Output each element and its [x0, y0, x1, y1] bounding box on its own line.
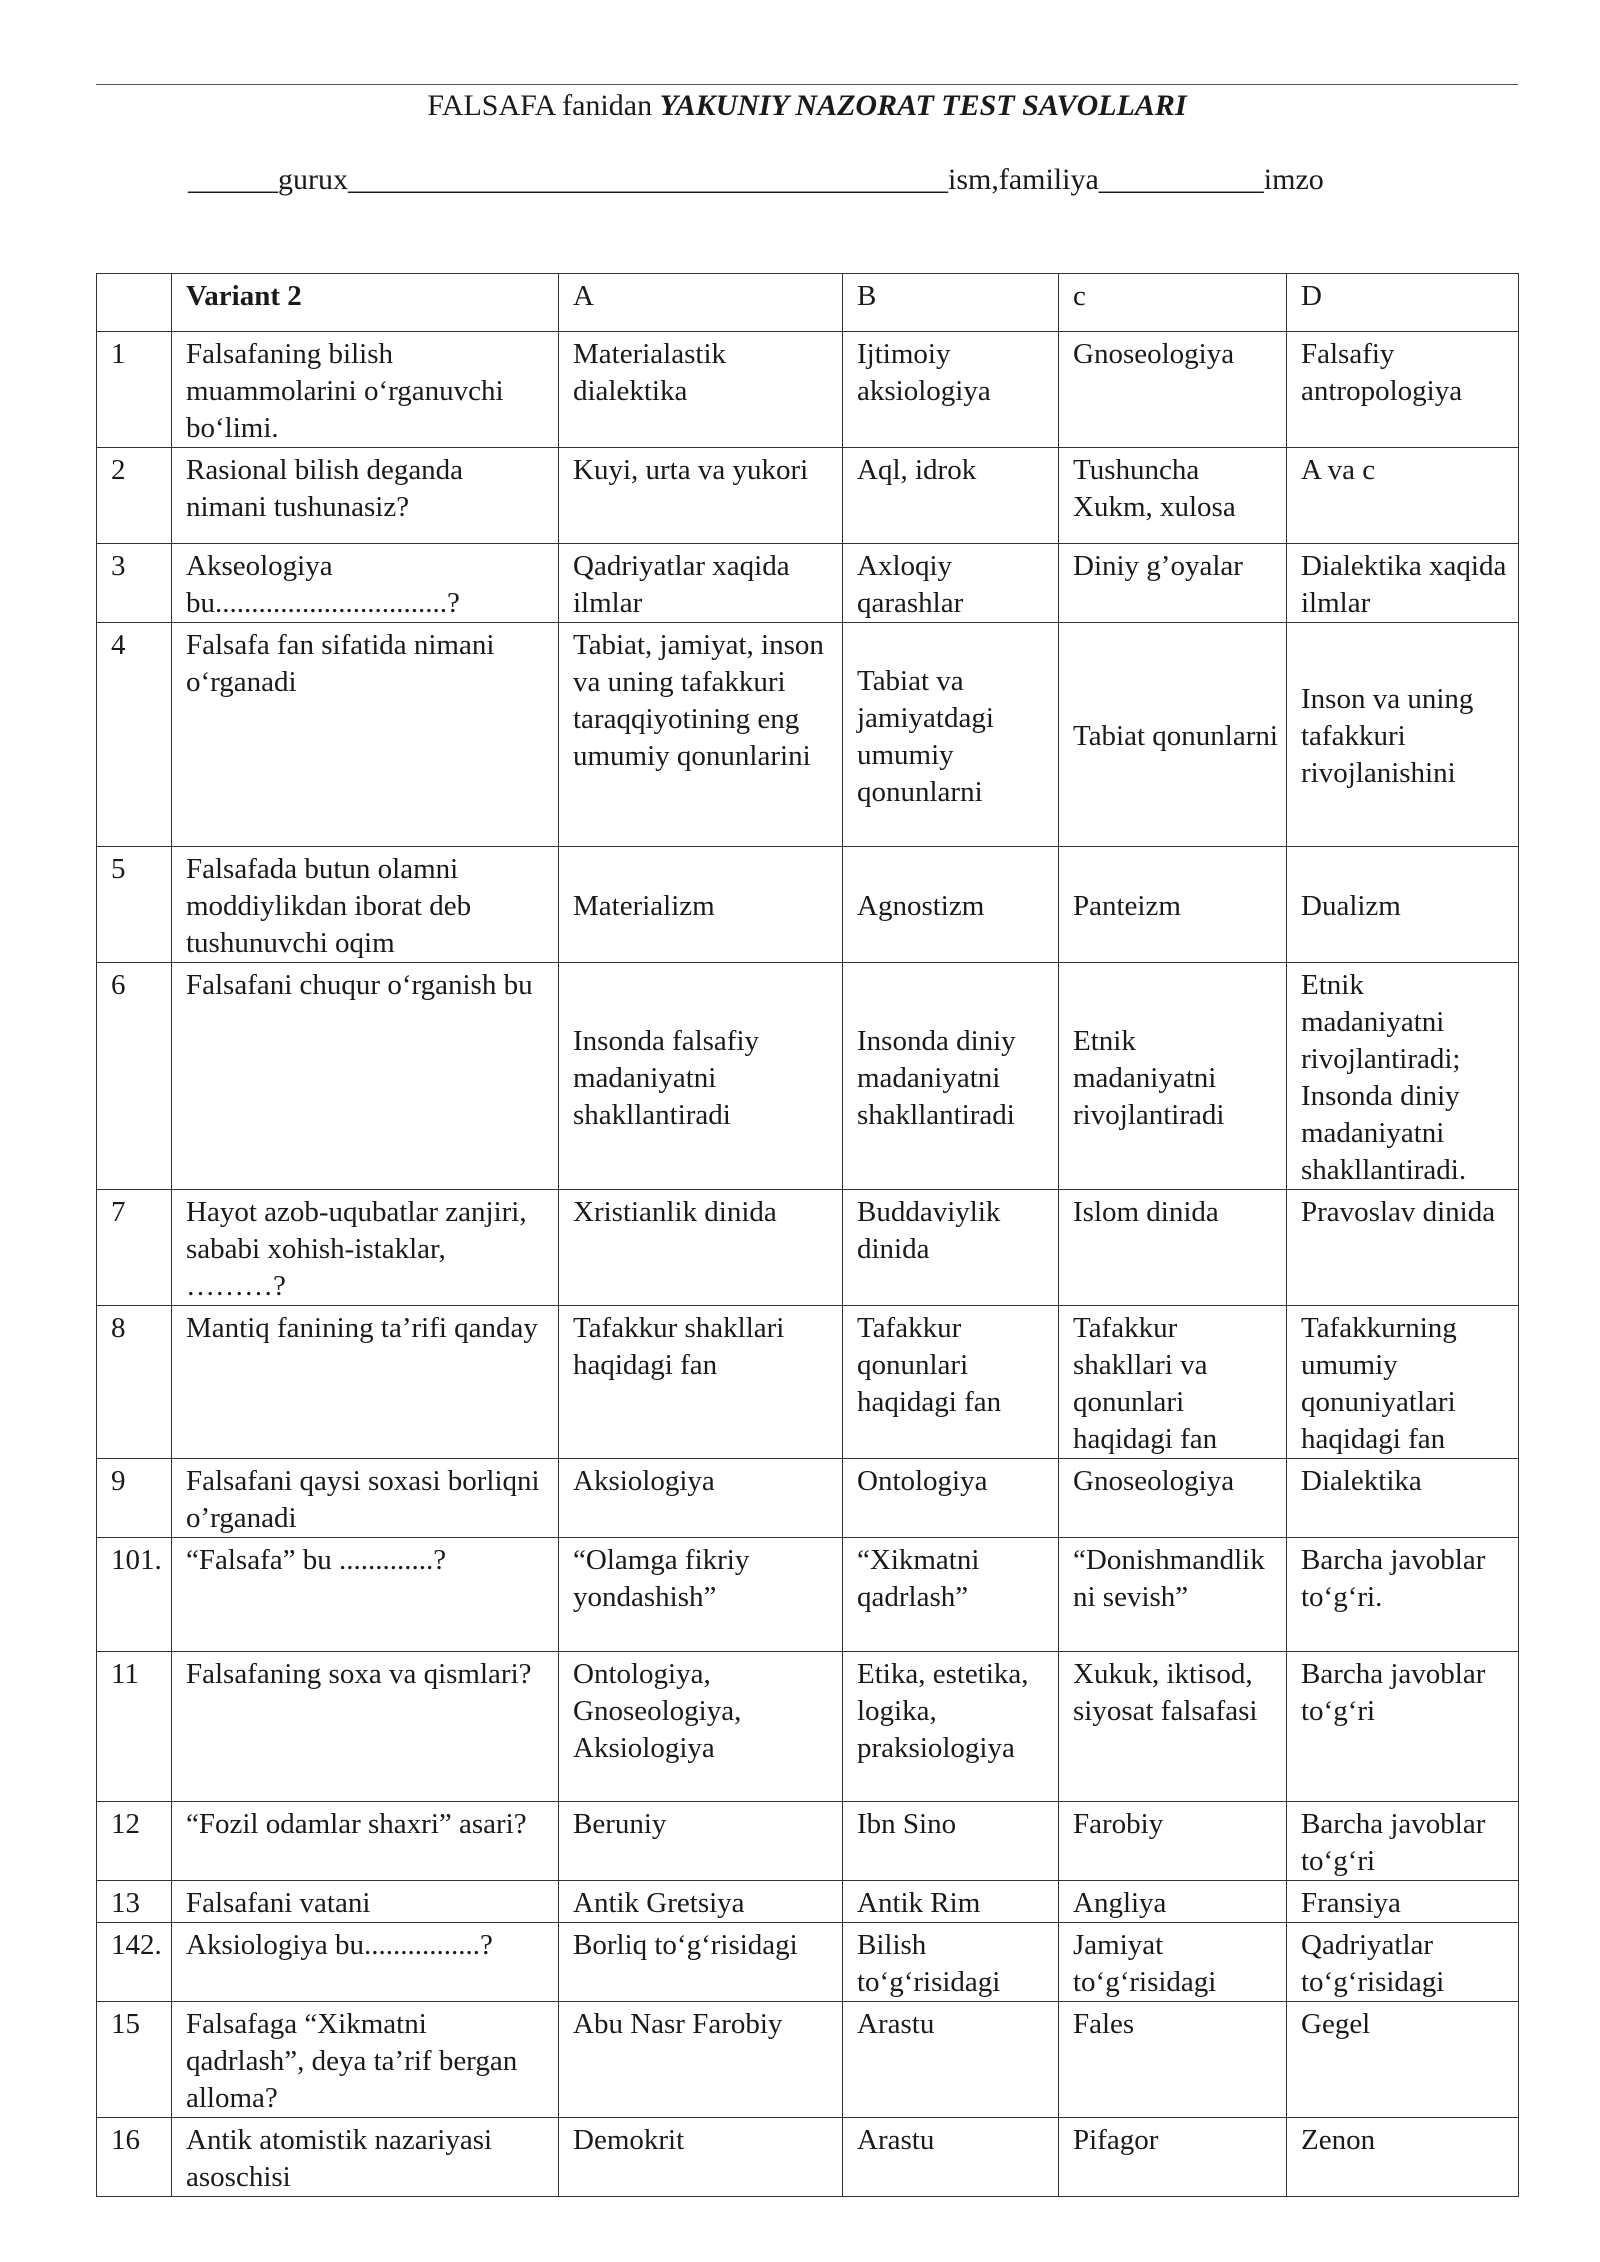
answer-b: Aql, idrok [843, 448, 1059, 544]
title-emphasis: YAKUNIY NAZORAT TEST SAVOLLARI [659, 89, 1187, 122]
answer-c: Fales [1059, 2002, 1287, 2118]
answer-c: Etnik madaniyatni rivojlantiradi [1059, 963, 1287, 1190]
answer-a: Xristianlik dinida [559, 1190, 843, 1306]
answer-d: Dualizm [1287, 847, 1519, 963]
answer-d: Dialektika xaqida ilmlar [1287, 544, 1519, 623]
question-text: Aksiologiya bu................? [172, 1923, 559, 2002]
answer-a: Demokrit [559, 2118, 843, 2197]
question-number: 16 [97, 2118, 172, 2197]
answer-b: Bilish to‘g‘risidagi [843, 1923, 1059, 2002]
page-title [96, 88, 1518, 124]
answer-c: Gnoseologiya [1059, 1459, 1287, 1538]
answer-a: Kuyi, urta va yukori [559, 448, 843, 544]
answer-b: Axloqiy qarashlar [843, 544, 1059, 623]
answer-b: Agnostizm [843, 847, 1059, 963]
header-option-d: D [1287, 274, 1519, 332]
question-text: Mantiq fanining ta’rifi qanday [172, 1306, 559, 1459]
top-rule [96, 84, 1518, 85]
answer-c: Islom dinida [1059, 1190, 1287, 1306]
question-number: 15 [97, 2002, 172, 2118]
question-text: Falsafa fan sifatida nimani o‘rganadi [172, 623, 559, 847]
answer-b: Arastu [843, 2002, 1059, 2118]
answer-a: Tabiat, jamiyat, inson va uning tafakkuri taraqqiyotining eng umumiy qonunlarini [559, 623, 843, 847]
question-text: Hayot azob-uqubatlar zanjiri, sababi xohish-istaklar, ………? [172, 1190, 559, 1306]
question-number: 3 [97, 544, 172, 623]
test-questions-table [96, 273, 1519, 2197]
question-text: Falsafaga “Xikmatni qadrlash”, deya ta’rif bergan alloma? [172, 2002, 559, 2118]
answer-c: Diniy g’oyalar [1059, 544, 1287, 623]
answer-c: Farobiy [1059, 1802, 1287, 1881]
answer-c: Tabiat qonunlarni [1059, 623, 1287, 847]
answer-a: Ontologiya, Gnoseologiya, Aksiologiya [559, 1652, 843, 1802]
answer-c: Panteizm [1059, 847, 1287, 963]
table-row [97, 963, 1519, 1190]
answer-c: Tushuncha Xukm, xulosa [1059, 448, 1287, 544]
answer-a: Beruniy [559, 1802, 843, 1881]
answer-d: A va c [1287, 448, 1519, 544]
question-number: 142. [97, 1923, 172, 2002]
answer-a: Materialastik dialektika [559, 332, 843, 448]
answer-c: Angliya [1059, 1881, 1287, 1923]
table-header-row [97, 274, 1519, 332]
question-number: 2 [97, 448, 172, 544]
answer-b: Ibn Sino [843, 1802, 1059, 1881]
question-text: Falsafani chuqur o‘rganish bu [172, 963, 559, 1190]
title-plain: FALSAFA fanidan [427, 89, 660, 122]
question-number: 8 [97, 1306, 172, 1459]
answer-d: Inson va uning tafakkuri rivojlanishini [1287, 623, 1519, 847]
table-row [97, 847, 1519, 963]
answer-b: Ijtimoiy aksiologiya [843, 332, 1059, 448]
answer-a: Insonda falsafiy madaniyatni shakllantiradi [559, 963, 843, 1190]
answer-c: Pifagor [1059, 2118, 1287, 2197]
answer-d: Etnik madaniyatni rivojlantiradi; Insonda diniy madaniyatni shakllantiradi. [1287, 963, 1519, 1190]
question-number: 4 [97, 623, 172, 847]
answer-a: Qadriyatlar xaqida ilmlar [559, 544, 843, 623]
question-text: Rasional bilish deganda nimani tushunasiz? [172, 448, 559, 544]
table-row [97, 1459, 1519, 1538]
question-number: 13 [97, 1881, 172, 1923]
header-option-c: c [1059, 274, 1287, 332]
question-text: “Fozil odamlar shaxri” asari? [172, 1802, 559, 1881]
question-number: 12 [97, 1802, 172, 1881]
answer-b: Insonda diniy madaniyatni shakllantiradi [843, 963, 1059, 1190]
question-text: Falsafaning soxa va qismlari? [172, 1652, 559, 1802]
header-option-b: B [843, 274, 1059, 332]
answer-d: Barcha javoblar to‘g‘ri. [1287, 1538, 1519, 1652]
answer-a: Aksiologiya [559, 1459, 843, 1538]
question-number: 101. [97, 1538, 172, 1652]
question-number: 5 [97, 847, 172, 963]
question-text: Falsafaning bilish muammolarini o‘rganuvchi bo‘limi. [172, 332, 559, 448]
answer-c: Gnoseologiya [1059, 332, 1287, 448]
table-row [97, 1881, 1519, 1923]
answer-b: Ontologiya [843, 1459, 1059, 1538]
answer-b: Antik Rim [843, 1881, 1059, 1923]
table-row [97, 2002, 1519, 2118]
header-number [97, 274, 172, 332]
answer-a: Abu Nasr Farobiy [559, 2002, 843, 2118]
table-row [97, 544, 1519, 623]
answer-b: Arastu [843, 2118, 1059, 2197]
header-variant: Variant 2 [172, 274, 559, 332]
answer-c: Tafakkur shakllari va qonunlari haqidagi fan [1059, 1306, 1287, 1459]
question-number: 7 [97, 1190, 172, 1306]
answer-b: Buddaviylik dinida [843, 1190, 1059, 1306]
table-row [97, 1538, 1519, 1652]
header-option-a: A [559, 274, 843, 332]
answer-d: Barcha javoblar to‘g‘ri [1287, 1802, 1519, 1881]
student-info-line: ______gurux________________________________________ism,familiya___________imzo [188, 163, 1324, 196]
question-number: 11 [97, 1652, 172, 1802]
table-row [97, 1802, 1519, 1881]
table-row [97, 2118, 1519, 2197]
question-text: Antik atomistik nazariyasi asoschisi [172, 2118, 559, 2197]
answer-d: Barcha javoblar to‘g‘ri [1287, 1652, 1519, 1802]
question-text: Falsafani vatani [172, 1881, 559, 1923]
question-number: 6 [97, 963, 172, 1190]
answer-c: Jamiyat to‘g‘risidagi [1059, 1923, 1287, 2002]
question-text: “Falsafa” bu .............? [172, 1538, 559, 1652]
table-row [97, 623, 1519, 847]
table-row [97, 1306, 1519, 1459]
answer-d: Dialektika [1287, 1459, 1519, 1538]
table-row [97, 1923, 1519, 2002]
answer-c: Xukuk, iktisod, siyosat falsafasi [1059, 1652, 1287, 1802]
question-number: 9 [97, 1459, 172, 1538]
answer-a: Antik Gretsiya [559, 1881, 843, 1923]
question-text: Akseologiya bu................................? [172, 544, 559, 623]
answer-b: Etika, estetika, logika, praksiologiya [843, 1652, 1059, 1802]
answer-d: Qadriyatlar to‘g‘risidagi [1287, 1923, 1519, 2002]
answer-a: Borliq to‘g‘risidagi [559, 1923, 843, 2002]
answer-b: Tabiat va jamiyatdagi umumiy qonunlarni [843, 623, 1059, 847]
question-text: Falsafada butun olamni moddiylikdan iborat deb tushunuvchi oqim [172, 847, 559, 963]
table-row [97, 332, 1519, 448]
answer-b: “Xikmatni qadrlash” [843, 1538, 1059, 1652]
question-text: Falsafani qaysi soxasi borliqni o’rganadi [172, 1459, 559, 1538]
answer-a: “Olamga fikriy yondashish” [559, 1538, 843, 1652]
answer-d: Fransiya [1287, 1881, 1519, 1923]
table-row [97, 1190, 1519, 1306]
table-row [97, 448, 1519, 544]
answer-a: Materializm [559, 847, 843, 963]
answer-d: Falsafiy antropologiya [1287, 332, 1519, 448]
question-number: 1 [97, 332, 172, 448]
answer-d: Gegel [1287, 2002, 1519, 2118]
table-row [97, 1652, 1519, 1802]
answer-d: Zenon [1287, 2118, 1519, 2197]
answer-a: Tafakkur shakllari haqidagi fan [559, 1306, 843, 1459]
answer-c: “Donishmandlikni sevish” [1059, 1538, 1287, 1652]
answer-d: Tafakkurning umumiy qonuniyatlari haqidagi fan [1287, 1306, 1519, 1459]
answer-b: Tafakkur qonunlari haqidagi fan [843, 1306, 1059, 1459]
answer-d: Pravoslav dinida [1287, 1190, 1519, 1306]
